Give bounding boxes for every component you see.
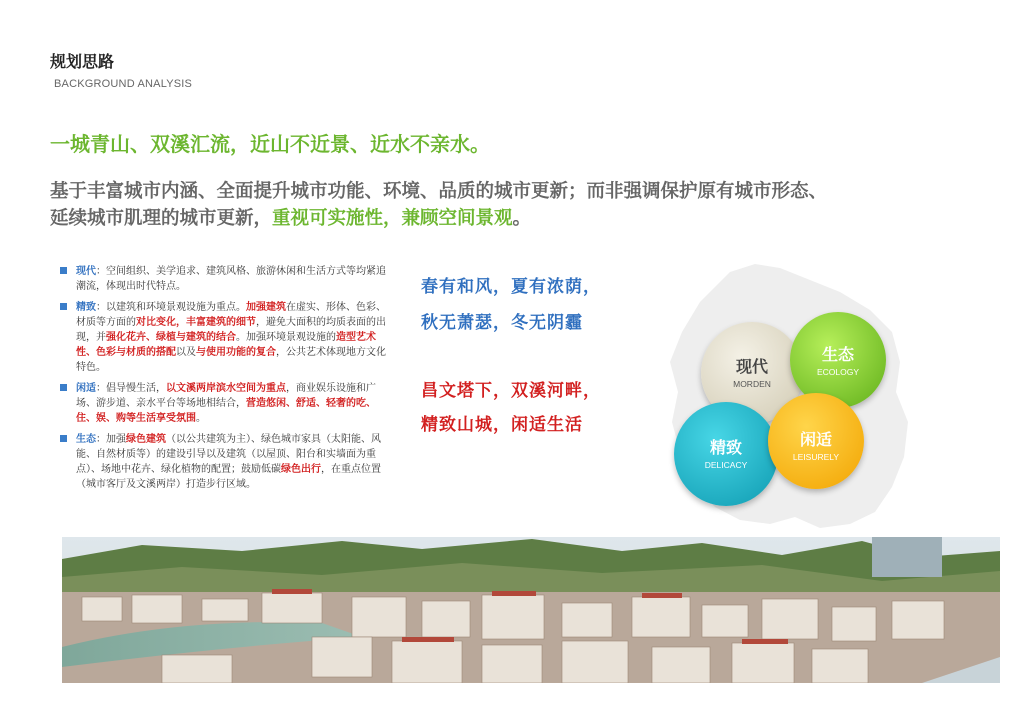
circle-leisurely [768,393,864,489]
principle-highlight: 以文溪两岸滨水空间为重点 [166,383,286,394]
principle-highlight: 造型艺术性、色彩与材质的搭配 [76,332,376,358]
circle-delicacy-label: 精致 [709,438,742,457]
circle-ecology-label: 生态 [821,345,854,364]
slogan-line-4: 精致山城，闲适生活 [421,415,583,435]
principle-text: （以公共建筑为主）、绿色城市家具（太阳能、风能、自然材质等）的建设引导以及建筑（以屋顶、阳台和实墙面为重点）、场地中花卉、绿化植物的配置；鼓励低碳 [76,434,381,475]
circle-leisurely-en: LEISURELY [792,452,840,462]
principle-item [60,264,395,294]
principle-text: ：空间组织、美学追求、建筑风格、旅游休闲和生活方式等均紧追潮流，体现出时代特点。 [76,266,386,292]
principle-item [60,381,395,426]
slogan-line-1: 春有和风，夏有浓荫， [421,277,601,297]
slogan-line-3: 昌文塔下，双溪河畔， [421,381,601,401]
page-subtitle: BACKGROUND ANALYSIS [54,78,193,90]
intro-line-1: 基于丰富城市内涵、全面提升城市功能、环境、品质的城市更新；而非强调保护原有城市形态、 [50,181,828,202]
bullet-square-icon [60,384,67,391]
intro-end-mark: 。 [512,208,532,229]
headline: 一城青山、双溪汇流，近山不近景、近水不亲水。 [50,132,490,156]
principle-text: ：加强 [96,434,126,445]
principle-highlight: 绿色建筑 [126,434,166,445]
circle-ecology-en: ECOLOGY [816,367,860,377]
intro-paragraph [50,178,970,232]
bullet-square-icon [60,267,67,274]
intro-line-2-text: 延续城市肌理的城市更新， [50,208,273,229]
principle-highlight: 与使用功能的复合 [196,347,276,358]
principle-text: 以及 [176,347,196,358]
bullet-square-icon [60,303,67,310]
principle-highlight: 绿色出行 [281,464,321,475]
slogan-line-2: 秋无萧瑟，冬无阴霾 [421,313,583,333]
circle-delicacy-en: DELICACY [704,460,748,470]
principle-text: ：以建筑和环境景观设施为重点。 [96,302,246,313]
page-title: 规划思路 [50,52,115,71]
principle-text: ，在重点位置（城市客厅及文溪两岸）打造步行区域。 [76,464,381,490]
principle-highlight: 强化花卉、绿植与建筑的结合 [106,332,236,343]
principle-keyword: 精致 [76,302,96,313]
circle-modern-label: 现代 [735,357,768,376]
principle-text: ：倡导慢生活， [96,383,166,394]
principle-highlight: 营造悠闲、舒适、轻奢的吃、住、娱、购等生活享受氛围 [76,398,376,424]
intro-line-2 [50,205,970,232]
circle-leisurely-label: 闲适 [799,430,832,449]
principle-keyword: 生态 [76,434,96,445]
principle-highlight: 对比变化，丰富建筑的细节 [136,317,256,328]
principle-text: 。加强环境景观设施的 [236,332,336,343]
principle-text: 在虚实、形体、色彩、材质等方面的 [76,302,386,328]
principles-list [60,264,395,498]
bullet-square-icon [60,435,67,442]
principle-text: ，商业娱乐设施和广场、游步道、亲水平台等场地相结合， [76,383,376,409]
intro-highlight: 重视可实施性，兼顾空间景观 [272,208,513,229]
principle-item [60,300,395,375]
principle-text: 。 [196,413,206,424]
city-panorama-photo [62,537,1000,683]
circle-modern-en: MORDEN [733,379,771,389]
principle-item [60,432,395,492]
circle-delicacy [674,402,778,506]
principle-text: ，避免大面积的均质表面的出现，并 [76,317,386,343]
principle-text: ，公共艺术体现地方文化特色。 [76,347,386,373]
principle-highlight: 加强建筑 [246,302,286,313]
principle-keyword: 闲适 [76,383,96,394]
principle-keyword: 现代 [76,266,96,277]
